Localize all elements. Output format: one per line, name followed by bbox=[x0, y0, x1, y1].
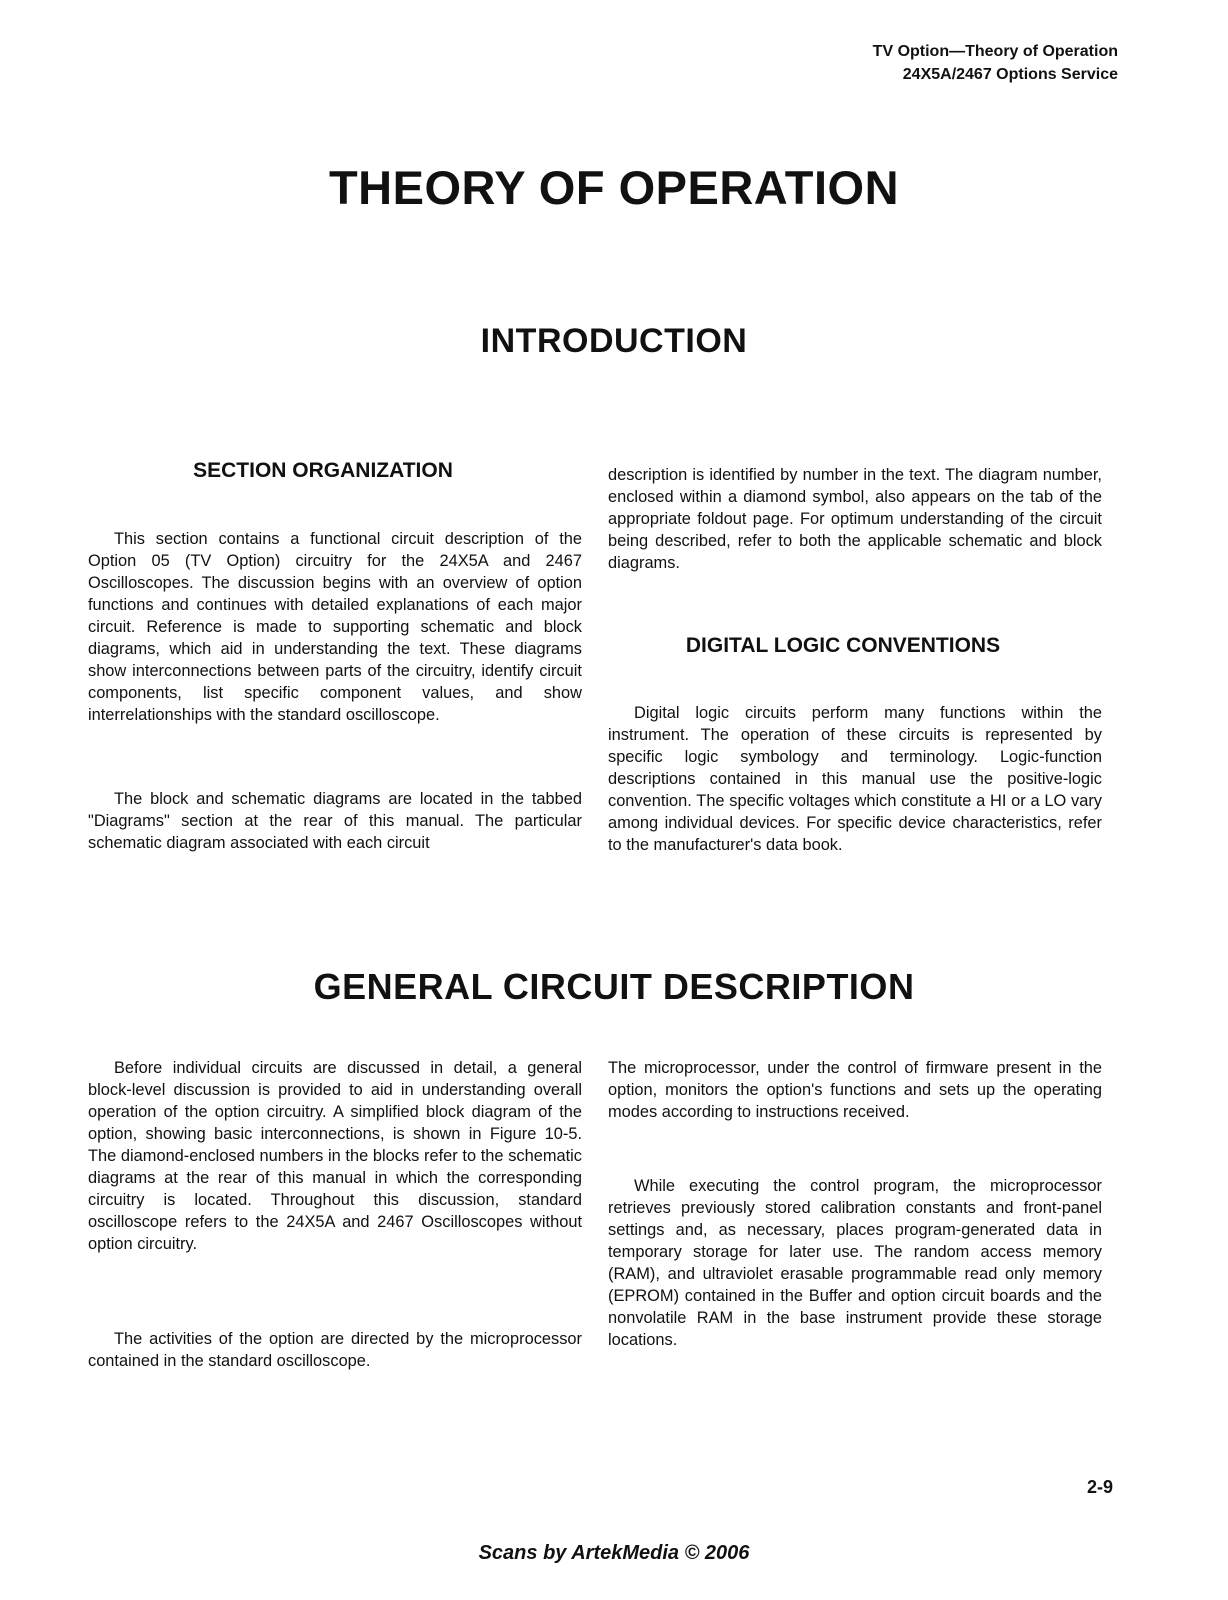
paragraph: This section contains a functional circuit description of the Option 05 (TV Option) circuitry for the 24X5A and 2467 Oscilloscopes. The discussion begins with an overview of option functions and continues with detailed explanations of each major circuit. Reference is made to supporting schematic and block diagrams, which aid in understanding the text. These diagrams show interconnections between parts of the circuitry, identify circuit components, list specific component values, and show interrelationships with the standard oscilloscope. bbox=[88, 530, 582, 724]
page-number: 2-9 bbox=[1086, 1477, 1113, 1497]
header-line-1: TV Option—Theory of Operation bbox=[872, 43, 1118, 60]
digital-logic-heading: DIGITAL LOGIC CONVENTIONS bbox=[685, 634, 1001, 657]
general-text-continued bbox=[608, 1057, 1102, 1123]
digital-logic-text bbox=[608, 702, 1102, 856]
section-organization-text-continued bbox=[608, 464, 1102, 574]
paragraph: Before individual circuits are discussed in detail, a general block-level discussion is provided to aid in understanding overall operation of the option circuitry. A simplified block diagram of the option, showing basic interconnections, is shown in Figure 10-5. The diamond-enclosed numbers in the blocks refer to the schematic diagrams at the rear of this manual in which the corresponding circuitry is located. Throughout this discussion, standard oscilloscope refers to the 24X5A and 2467 Oscilloscopes without option circuitry. bbox=[88, 1059, 582, 1253]
running-header bbox=[873, 40, 1118, 86]
page-title: THEORY OF OPERATION bbox=[328, 161, 900, 214]
general-text-2 bbox=[88, 1328, 582, 1372]
paragraph: The microprocessor, under the control of firmware present in the option, monitors the option's functions and sets up the operating modes according to instructions received. bbox=[608, 1059, 1102, 1121]
paragraph: The block and schematic diagrams are located in the tabbed "Diagrams" section at the rear of this manual. The particular schematic diagram associated with each circuit bbox=[88, 790, 582, 852]
section-organization-heading: SECTION ORGANIZATION bbox=[193, 459, 453, 482]
paragraph: description is identified by number in the text. The diagram number, enclosed within a diamond symbol, also appears on the tab of the appropriate foldout page. For optimum understanding of the circuit being described, refer to both the applicable schematic and block diagrams. bbox=[608, 466, 1102, 572]
general-text-3 bbox=[608, 1175, 1102, 1351]
paragraph: The activities of the option are directed by the microprocessor contained in the standard oscilloscope. bbox=[88, 1330, 582, 1370]
header-line-2: 24X5A/2467 Options Service bbox=[902, 66, 1118, 83]
general-circuit-heading: GENERAL CIRCUIT DESCRIPTION bbox=[313, 966, 915, 1007]
section-organization-text bbox=[88, 528, 582, 726]
paragraph: Digital logic circuits perform many functions within the instrument. The operation of these circuits is represented by specific logic symbology and terminology. Logic-function descriptions contained in this manual use the positive-logic convention. The specific voltages which constitute a HI or a LO vary among individual devices. For specific device characteristics, refer to the manufacturer's data book. bbox=[608, 704, 1102, 854]
scan-credit-footer: Scans by ArtekMedia © 2006 bbox=[478, 1542, 750, 1564]
section-organization-text-2 bbox=[88, 788, 582, 854]
general-text-1 bbox=[88, 1057, 582, 1255]
paragraph: While executing the control program, the microprocessor retrieves previously stored calibration constants and front-panel settings and, as necessary, places program-generated data in temporary storage for later use. The random access memory (RAM), and ultraviolet erasable programmable read only memory (EPROM) contained in the Buffer and option circuit boards and the nonvolatile RAM in the base instrument provide these storage locations. bbox=[608, 1177, 1102, 1349]
introduction-heading: INTRODUCTION bbox=[480, 322, 748, 360]
